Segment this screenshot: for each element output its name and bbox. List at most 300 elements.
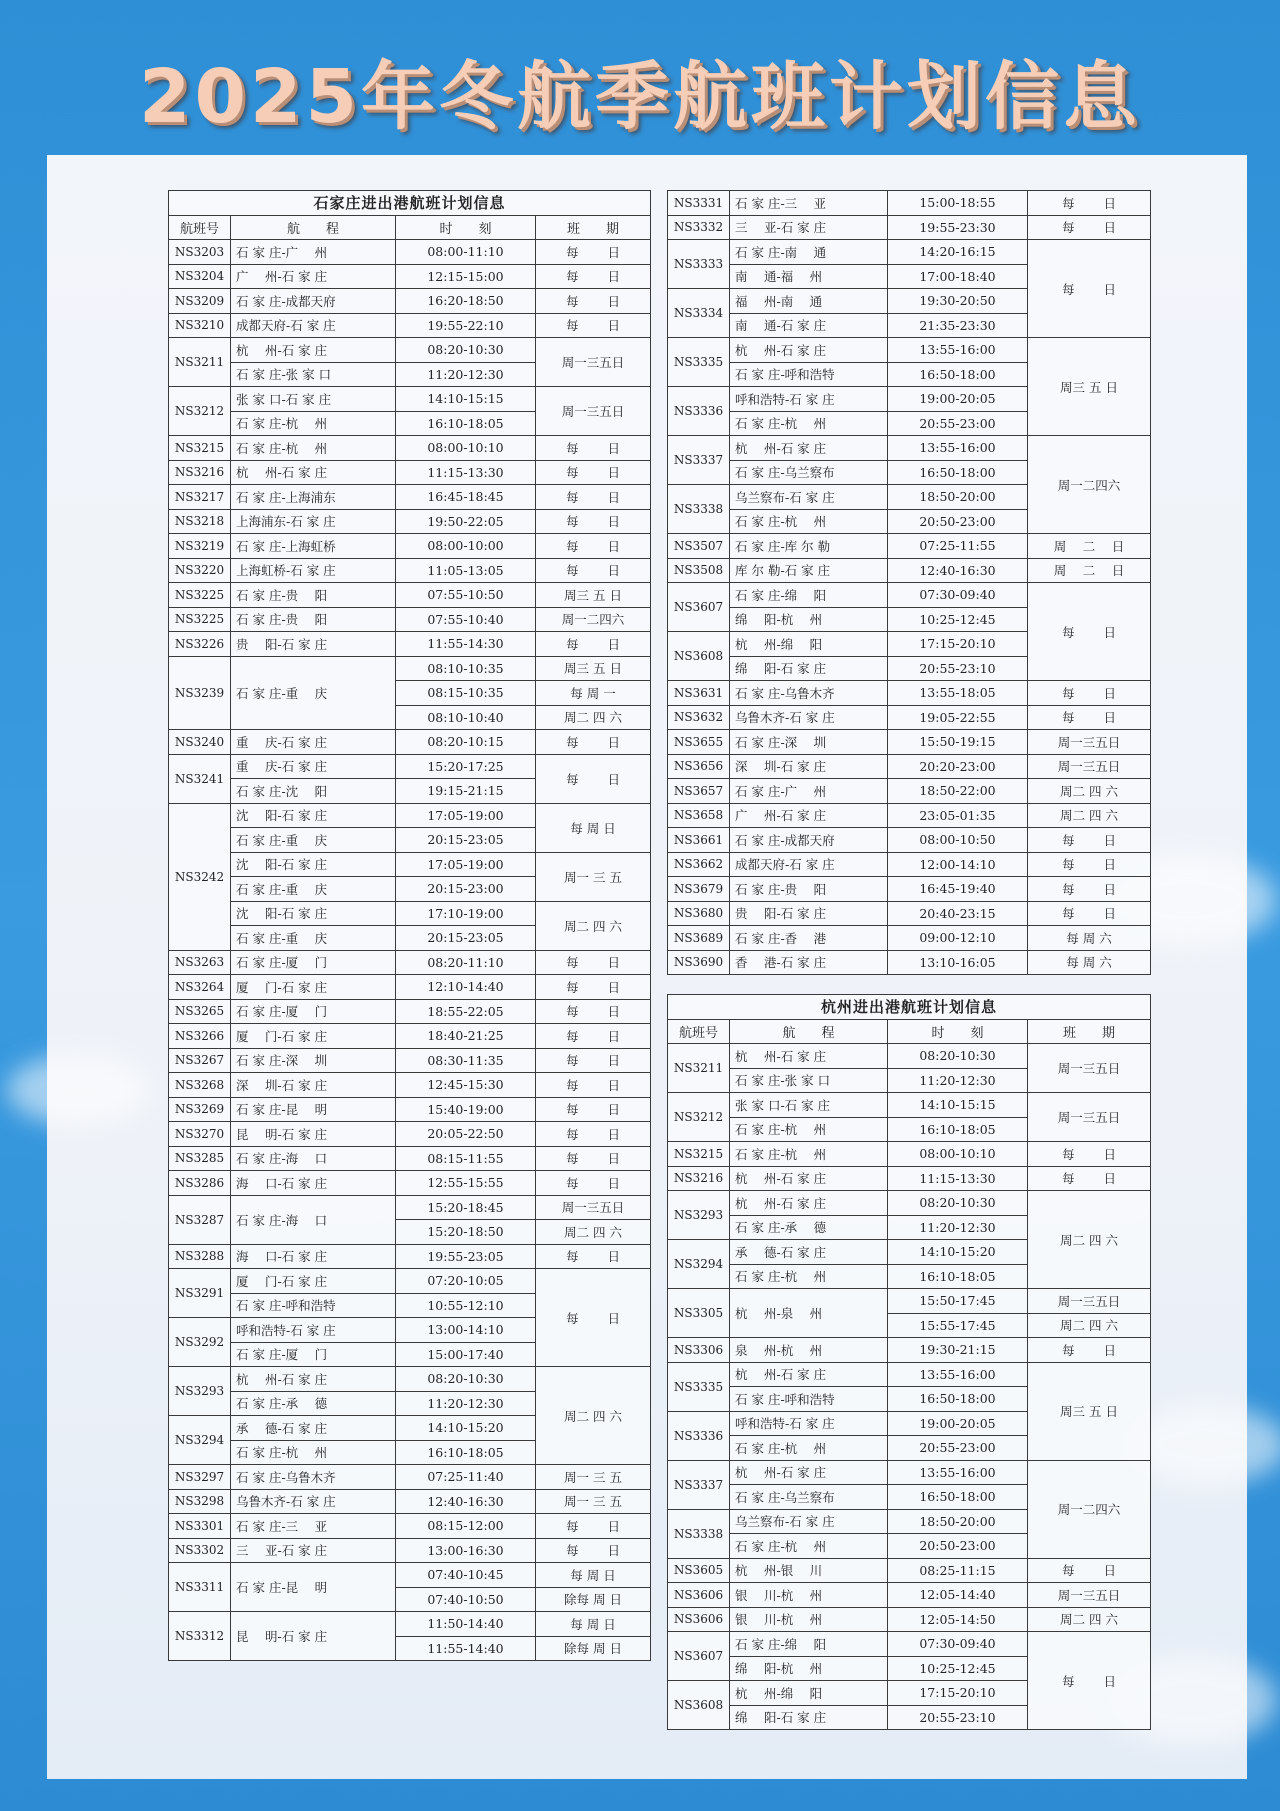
table-title: 杭州进出港航班计划信息 (668, 995, 1151, 1020)
table-row (668, 1362, 1151, 1387)
flight-number-cell: NS3335 (668, 338, 730, 387)
flight-number-cell: NS3211 (169, 338, 231, 387)
flight-number-cell: NS3263 (169, 950, 231, 975)
time-cell: 13:55-16:00 (888, 338, 1028, 363)
flight-number-cell: NS3218 (169, 509, 231, 534)
flight-number-cell: NS3242 (169, 803, 231, 950)
time-cell: 14:10-15:15 (396, 387, 536, 412)
route-cell: 杭 州-石 家 庄 (730, 1166, 888, 1191)
flight-number-cell: NS3655 (668, 730, 730, 755)
time-cell: 20:15-23:05 (396, 926, 536, 951)
time-cell: 07:55-10:40 (396, 607, 536, 632)
schedule-days-cell: 周三 五 日 (1028, 338, 1151, 436)
time-cell: 15:50-19:15 (888, 730, 1028, 755)
time-cell: 19:55-23:30 (888, 215, 1028, 240)
table-row (668, 926, 1151, 951)
flight-number-cell: NS3312 (169, 1612, 231, 1661)
route-cell: 杭 州-石 家 庄 (730, 1460, 888, 1485)
time-cell: 07:25-11:55 (888, 534, 1028, 559)
route-cell: 石 家 庄-广 州 (231, 240, 396, 265)
schedule-days-cell: 每 日 (1028, 901, 1151, 926)
route-cell: 香 港-石 家 庄 (730, 950, 888, 975)
schedule-days-cell: 除每 周 日 (536, 1636, 651, 1661)
table-row (668, 1166, 1151, 1191)
time-cell: 14:10-15:20 (396, 1416, 536, 1441)
time-cell: 18:55-22:05 (396, 999, 536, 1024)
flight-number-cell: NS3288 (169, 1244, 231, 1269)
time-cell: 08:15-11:55 (396, 1146, 536, 1171)
flight-number-cell: NS3689 (668, 926, 730, 951)
route-cell: 南 通-福 州 (730, 264, 888, 289)
flight-number-cell: NS3679 (668, 877, 730, 902)
time-cell: 14:20-16:15 (888, 240, 1028, 265)
column-header: 时 刻 (396, 215, 536, 240)
time-cell: 20:15-23:00 (396, 877, 536, 902)
time-cell: 16:50-18:00 (888, 460, 1028, 485)
route-cell: 广 州-石 家 庄 (730, 803, 888, 828)
route-cell: 石 家 庄-贵 阳 (231, 583, 396, 608)
route-cell: 深 圳-石 家 庄 (730, 754, 888, 779)
time-cell: 17:05-19:00 (396, 852, 536, 877)
column-header: 航 程 (730, 1019, 888, 1044)
flight-number-cell: NS3270 (169, 1122, 231, 1147)
time-cell: 19:50-22:05 (396, 509, 536, 534)
route-cell: 杭 州-石 家 庄 (231, 460, 396, 485)
schedule-days-cell: 每 日 (1028, 1338, 1151, 1363)
time-cell: 19:55-22:10 (396, 313, 536, 338)
schedule-days-cell: 周二 四 六 (1028, 803, 1151, 828)
schedule-days-cell: 每 日 (536, 1073, 651, 1098)
time-cell: 20:50-23:00 (888, 1534, 1028, 1559)
time-cell: 08:00-10:10 (888, 1142, 1028, 1167)
time-cell: 13:55-16:00 (888, 1362, 1028, 1387)
time-cell: 11:20-12:30 (888, 1068, 1028, 1093)
time-cell: 20:15-23:05 (396, 828, 536, 853)
schedule-days-cell: 每 日 (536, 1269, 651, 1367)
flight-number-cell: NS3657 (668, 779, 730, 804)
table-row (668, 730, 1151, 755)
schedule-days-cell: 周一 三 五 (536, 852, 651, 901)
route-cell: 深 圳-石 家 庄 (231, 1073, 396, 1098)
table-row (169, 607, 651, 632)
flight-number-cell: NS3292 (169, 1318, 231, 1367)
schedule-days-cell: 每 日 (1028, 877, 1151, 902)
flight-number-cell: NS3606 (668, 1583, 730, 1608)
route-cell: 石 家 庄-杭 州 (231, 411, 396, 436)
time-cell: 18:40-21:25 (396, 1024, 536, 1049)
route-cell: 绵 阳-石 家 庄 (730, 1705, 888, 1730)
schedule-days-cell: 每 周 日 (536, 1612, 651, 1637)
route-cell: 沈 阳-石 家 庄 (231, 803, 396, 828)
time-cell: 08:20-10:30 (888, 1044, 1028, 1069)
schedule-days-cell: 每 日 (536, 313, 651, 338)
table-row (668, 950, 1151, 975)
route-cell: 石 家 庄-杭 州 (231, 1440, 396, 1465)
time-cell: 11:55-14:30 (396, 632, 536, 657)
flight-number-cell: NS3225 (169, 607, 231, 632)
flight-number-cell: NS3215 (169, 436, 231, 461)
schedule-days-cell: 每 日 (536, 1171, 651, 1196)
time-cell: 15:20-18:50 (396, 1220, 536, 1245)
route-cell: 石 家 庄-张 家 口 (730, 1068, 888, 1093)
route-cell: 石 家 庄-昆 明 (231, 1097, 396, 1122)
time-cell: 20:55-23:10 (888, 1705, 1028, 1730)
time-cell: 15:55-17:45 (888, 1313, 1028, 1338)
route-cell: 承 德-石 家 庄 (231, 1416, 396, 1441)
route-cell: 石 家 庄-重 庆 (231, 926, 396, 951)
time-cell: 13:55-18:05 (888, 681, 1028, 706)
time-cell: 15:20-18:45 (396, 1195, 536, 1220)
route-cell: 乌兰察布-石 家 庄 (730, 1509, 888, 1534)
time-cell: 13:55-16:00 (888, 1460, 1028, 1485)
route-cell: 石 家 庄-呼和浩特 (730, 1387, 888, 1412)
flight-number-cell: NS3285 (169, 1146, 231, 1171)
schedule-days-cell: 周三 五 日 (1028, 1362, 1151, 1460)
flight-number-cell: NS3215 (668, 1142, 730, 1167)
time-cell: 16:50-18:00 (888, 1387, 1028, 1412)
schedule-days-cell: 周 二 日 (1028, 534, 1151, 559)
column-header: 航班号 (169, 215, 231, 240)
schedule-days-cell: 周三 五 日 (536, 656, 651, 681)
table-row (169, 1367, 651, 1392)
schedule-days-cell: 每 日 (1028, 705, 1151, 730)
table-row (668, 558, 1151, 583)
route-cell: 海 口-石 家 庄 (231, 1171, 396, 1196)
table-row (169, 485, 651, 510)
flight-number-cell: NS3337 (668, 436, 730, 485)
table-row (169, 730, 651, 755)
table-row (668, 338, 1151, 363)
flight-number-cell: NS3294 (169, 1416, 231, 1465)
route-cell: 昆 明-石 家 庄 (231, 1612, 396, 1661)
flight-number-cell: NS3293 (169, 1367, 231, 1416)
route-cell: 绵 阳-杭 州 (730, 1656, 888, 1681)
flight-number-cell: NS3305 (668, 1289, 730, 1338)
schedule-days-cell: 每 日 (1028, 1142, 1151, 1167)
route-cell: 石 家 庄-乌鲁木齐 (730, 681, 888, 706)
route-cell: 石 家 庄-贵 阳 (231, 607, 396, 632)
time-cell: 16:10-18:05 (888, 1117, 1028, 1142)
time-cell: 08:20-10:30 (396, 1367, 536, 1392)
table-row (169, 1097, 651, 1122)
schedule-days-cell: 每 日 (536, 950, 651, 975)
schedule-days-cell: 每 日 (536, 558, 651, 583)
flight-number-cell: NS3311 (169, 1563, 231, 1612)
route-cell: 银 川-杭 州 (730, 1607, 888, 1632)
flight-number-cell: NS3331 (668, 191, 730, 216)
schedule-days-cell: 每 周 六 (1028, 926, 1151, 951)
route-cell: 重 庆-石 家 庄 (231, 730, 396, 755)
time-cell: 20:20-23:00 (888, 754, 1028, 779)
time-cell: 08:00-10:50 (888, 828, 1028, 853)
time-cell: 12:05-14:50 (888, 1607, 1028, 1632)
table-row (169, 999, 651, 1024)
flight-number-cell: NS3212 (169, 387, 231, 436)
route-cell: 石 家 庄-呼和浩特 (231, 1293, 396, 1318)
time-cell: 16:50-18:00 (888, 362, 1028, 387)
time-cell: 20:50-23:00 (888, 509, 1028, 534)
time-cell: 12:05-14:40 (888, 1583, 1028, 1608)
table-row (169, 1048, 651, 1073)
table-row (668, 1632, 1151, 1657)
column-header: 班 期 (536, 215, 651, 240)
route-cell: 杭 州-石 家 庄 (231, 1367, 396, 1392)
table-row (169, 803, 651, 828)
table-row (668, 191, 1151, 216)
table-row (169, 1244, 651, 1269)
flight-number-cell: NS3293 (668, 1191, 730, 1240)
schedule-days-cell: 除每 周 日 (536, 1587, 651, 1612)
table-row (668, 779, 1151, 804)
route-cell: 石 家 庄-杭 州 (730, 411, 888, 436)
table-row (668, 583, 1151, 608)
route-cell: 石 家 庄-杭 州 (730, 1264, 888, 1289)
flight-number-cell: NS3298 (169, 1489, 231, 1514)
route-cell: 石 家 庄-杭 州 (730, 1436, 888, 1461)
route-cell: 石 家 庄-杭 州 (231, 436, 396, 461)
route-cell: 石 家 庄-三 亚 (730, 191, 888, 216)
table-row (668, 1191, 1151, 1216)
schedule-days-cell: 每 日 (1028, 583, 1151, 681)
table-row (169, 289, 651, 314)
table-row (668, 901, 1151, 926)
schedule-days-cell: 每 日 (536, 534, 651, 559)
table-row (668, 1338, 1151, 1363)
table-row (169, 1269, 651, 1294)
table-row (668, 436, 1151, 461)
route-cell: 杭 州-绵 阳 (730, 1681, 888, 1706)
route-cell: 杭 州-泉 州 (730, 1289, 888, 1338)
table-row (169, 901, 651, 926)
route-cell: 绵 阳-石 家 庄 (730, 656, 888, 681)
time-cell: 08:20-10:30 (396, 338, 536, 363)
time-cell: 18:50-22:00 (888, 779, 1028, 804)
schedule-days-cell: 每 周 六 (1028, 950, 1151, 975)
flight-number-cell: NS3216 (169, 460, 231, 485)
route-cell: 乌兰察布-石 家 庄 (730, 485, 888, 510)
route-cell: 福 州-南 通 (730, 289, 888, 314)
time-cell: 19:55-23:05 (396, 1244, 536, 1269)
schedule-days-cell: 周一三五日 (1028, 1093, 1151, 1142)
time-cell: 07:55-10:50 (396, 583, 536, 608)
table-row (169, 264, 651, 289)
table-row (169, 583, 651, 608)
flight-number-cell: NS3632 (668, 705, 730, 730)
schedule-days-cell: 每 日 (1028, 191, 1151, 216)
time-cell: 11:20-12:30 (396, 362, 536, 387)
route-cell: 石 家 庄-厦 门 (231, 1342, 396, 1367)
route-cell: 杭 州-石 家 庄 (730, 1191, 888, 1216)
schedule-days-cell: 每 日 (536, 1244, 651, 1269)
time-cell: 23:05-01:35 (888, 803, 1028, 828)
table-row (668, 705, 1151, 730)
time-cell: 08:30-11:35 (396, 1048, 536, 1073)
table-row (169, 1514, 651, 1539)
flight-number-cell: NS3658 (668, 803, 730, 828)
flight-number-cell: NS3680 (668, 901, 730, 926)
route-cell: 广 州-石 家 庄 (231, 264, 396, 289)
schedule-days-cell: 每 日 (1028, 1558, 1151, 1583)
flight-number-cell: NS3240 (169, 730, 231, 755)
time-cell: 15:20-17:25 (396, 754, 536, 779)
time-cell: 12:10-14:40 (396, 975, 536, 1000)
flight-number-cell: NS3210 (169, 313, 231, 338)
route-cell: 厦 门-石 家 庄 (231, 1024, 396, 1049)
schedule-days-cell: 每 日 (536, 1024, 651, 1049)
time-cell: 16:10-18:05 (888, 1264, 1028, 1289)
time-cell: 13:00-14:10 (396, 1318, 536, 1343)
time-cell: 12:40-16:30 (888, 558, 1028, 583)
time-cell: 16:20-18:50 (396, 289, 536, 314)
time-cell: 13:00-16:30 (396, 1538, 536, 1563)
route-cell: 呼和浩特-石 家 庄 (231, 1318, 396, 1343)
time-cell: 18:50-20:00 (888, 1509, 1028, 1534)
table-row (169, 1122, 651, 1147)
route-cell: 银 川-杭 州 (730, 1583, 888, 1608)
schedule-days-cell: 每 周 日 (536, 1563, 651, 1588)
time-cell: 11:20-12:30 (396, 1391, 536, 1416)
flight-number-cell: NS3334 (668, 289, 730, 338)
schedule-days-cell: 每 日 (536, 1122, 651, 1147)
schedule-days-cell: 周一三五日 (1028, 1583, 1151, 1608)
route-cell: 沈 阳-石 家 庄 (231, 901, 396, 926)
time-cell: 08:20-10:15 (396, 730, 536, 755)
table-row (169, 1465, 651, 1490)
table-row (668, 240, 1151, 265)
time-cell: 07:30-09:40 (888, 1632, 1028, 1657)
time-cell: 19:00-20:05 (888, 1411, 1028, 1436)
schedule-days-cell: 每 日 (536, 1538, 651, 1563)
route-cell: 厦 门-石 家 庄 (231, 1269, 396, 1294)
flight-number-cell: NS3335 (668, 1362, 730, 1411)
route-cell: 南 通-石 家 庄 (730, 313, 888, 338)
schedule-days-cell: 每 日 (536, 509, 651, 534)
schedule-days-cell: 周二 四 六 (536, 1367, 651, 1465)
time-cell: 17:15-20:10 (888, 632, 1028, 657)
schedule-days-cell: 每 日 (536, 485, 651, 510)
time-cell: 20:55-23:00 (888, 1436, 1028, 1461)
route-cell: 张 家 口-石 家 庄 (730, 1093, 888, 1118)
time-cell: 07:20-10:05 (396, 1269, 536, 1294)
time-cell: 19:05-22:55 (888, 705, 1028, 730)
schedule-days-cell: 周三 五 日 (536, 583, 651, 608)
route-cell: 石 家 庄-广 州 (730, 779, 888, 804)
table-row (169, 950, 651, 975)
schedule-days-cell: 每 日 (536, 264, 651, 289)
table-row (169, 240, 651, 265)
route-cell: 杭 州-绵 阳 (730, 632, 888, 657)
flight-number-cell: NS3608 (668, 1681, 730, 1730)
schedule-days-cell: 周二 四 六 (1028, 1313, 1151, 1338)
route-cell: 昆 明-石 家 庄 (231, 1122, 396, 1147)
flight-number-cell: NS3286 (169, 1171, 231, 1196)
table-row (169, 509, 651, 534)
table-row (668, 754, 1151, 779)
flight-number-cell: NS3297 (169, 1465, 231, 1490)
route-cell: 呼和浩特-石 家 庄 (730, 387, 888, 412)
schedule-days-cell: 每 日 (536, 1146, 651, 1171)
flight-number-cell: NS3209 (169, 289, 231, 314)
route-cell: 石 家 庄-成都天府 (231, 289, 396, 314)
route-cell: 石 家 庄-重 庆 (231, 656, 396, 730)
time-cell: 07:40-10:45 (396, 1563, 536, 1588)
time-cell: 09:00-12:10 (888, 926, 1028, 951)
time-cell: 16:50-18:00 (888, 1485, 1028, 1510)
route-cell: 石 家 庄-绵 阳 (730, 1632, 888, 1657)
flight-number-cell: NS3631 (668, 681, 730, 706)
flight-number-cell: NS3220 (169, 558, 231, 583)
table-row (668, 1289, 1151, 1314)
table-title-row (668, 995, 1151, 1020)
time-cell: 08:00-11:10 (396, 240, 536, 265)
route-cell: 呼和浩特-石 家 庄 (730, 1411, 888, 1436)
schedule-days-cell: 周二 四 六 (536, 1220, 651, 1245)
column-header: 时 刻 (888, 1019, 1028, 1044)
time-cell: 16:45-18:45 (396, 485, 536, 510)
table-row (169, 436, 651, 461)
route-cell: 重 庆-石 家 庄 (231, 754, 396, 779)
time-cell: 11:20-12:30 (888, 1215, 1028, 1240)
table-row (668, 1607, 1151, 1632)
route-cell: 沈 阳-石 家 庄 (231, 852, 396, 877)
time-cell: 16:10-18:05 (396, 1440, 536, 1465)
schedule-days-cell: 每 周 日 (536, 803, 651, 852)
flight-number-cell: NS3690 (668, 950, 730, 975)
flight-number-cell: NS3211 (668, 1044, 730, 1093)
route-cell: 石 家 庄-重 庆 (231, 828, 396, 853)
time-cell: 17:10-19:00 (396, 901, 536, 926)
flight-number-cell: NS3287 (169, 1195, 231, 1244)
time-cell: 18:50-20:00 (888, 485, 1028, 510)
route-cell: 杭 州-石 家 庄 (730, 1362, 888, 1387)
column-header: 航班号 (668, 1019, 730, 1044)
table-row (169, 656, 651, 681)
route-cell: 石 家 庄-香 港 (730, 926, 888, 951)
schedule-days-cell: 每 日 (536, 460, 651, 485)
schedule-days-cell: 周一二四六 (536, 607, 651, 632)
time-cell: 20:55-23:10 (888, 656, 1028, 681)
time-cell: 11:15-13:30 (396, 460, 536, 485)
route-cell: 石 家 庄-杭 州 (730, 1534, 888, 1559)
route-cell: 成都天府-石 家 庄 (231, 313, 396, 338)
route-cell: 杭 州-石 家 庄 (730, 338, 888, 363)
route-cell: 库 尔 勒-石 家 庄 (730, 558, 888, 583)
schedule-days-cell: 周二 四 六 (1028, 1191, 1151, 1289)
time-cell: 08:20-11:10 (396, 950, 536, 975)
time-cell: 12:55-15:55 (396, 1171, 536, 1196)
time-cell: 12:45-15:30 (396, 1073, 536, 1098)
time-cell: 14:10-15:20 (888, 1240, 1028, 1265)
route-cell: 石 家 庄-重 庆 (231, 877, 396, 902)
time-cell: 13:10-16:05 (888, 950, 1028, 975)
flight-number-cell: NS3332 (668, 215, 730, 240)
flight-number-cell: NS3662 (668, 852, 730, 877)
schedule-days-cell: 每 日 (1028, 852, 1151, 877)
time-cell: 12:15-15:00 (396, 264, 536, 289)
schedule-days-cell: 周一二四六 (1028, 436, 1151, 534)
time-cell: 15:50-17:45 (888, 1289, 1028, 1314)
route-cell: 石 家 庄-张 家 口 (231, 362, 396, 387)
route-cell: 石 家 庄-乌鲁木齐 (231, 1465, 396, 1490)
table-header-row (668, 1019, 1151, 1044)
schedule-days-cell: 周一二四六 (1028, 1460, 1151, 1558)
flight-number-cell: NS3306 (668, 1338, 730, 1363)
table-row (668, 215, 1151, 240)
route-cell: 石 家 庄-沈 阳 (231, 779, 396, 804)
table-row (668, 852, 1151, 877)
time-cell: 11:50-14:40 (396, 1612, 536, 1637)
flight-number-cell: NS3265 (169, 999, 231, 1024)
